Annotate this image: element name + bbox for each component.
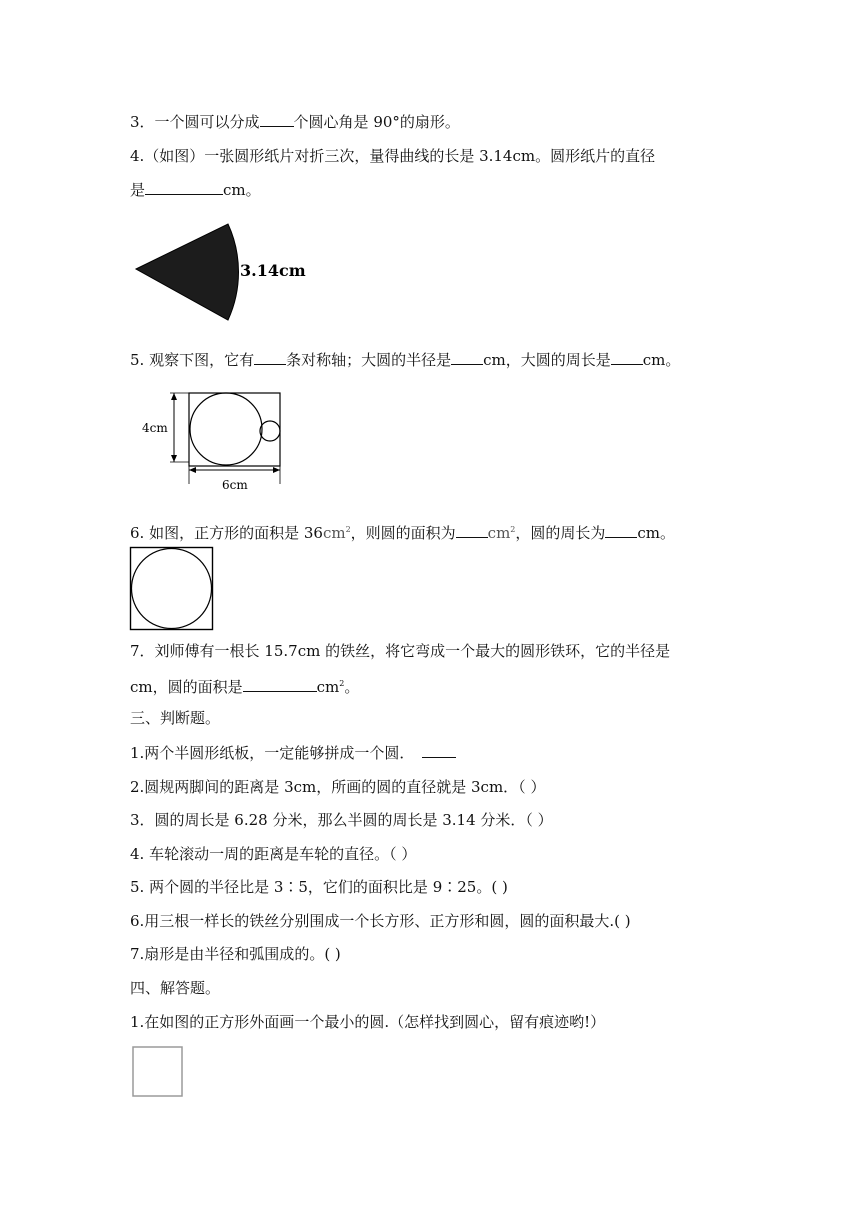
section-4-title: 四、解答题。 — [130, 979, 221, 997]
inscribed-circle — [132, 549, 212, 629]
answer-blank[interactable] — [254, 350, 286, 365]
sector-figure — [130, 212, 318, 332]
question-5: 5. 观察下图，它有 条对称轴；大圆的半径是 cm，大圆的周长是 cm。 — [130, 351, 681, 369]
question-7-line1: 7．刘师傅有一根长 15.7cm 的铁丝，将它弯成一个最大的圆形铁环，它的半径是 — [130, 642, 671, 660]
judge-item-6: 6.用三根一样长的铁丝分别围成一个长方形、正方形和圆，圆的面积最大.( ) — [130, 912, 631, 930]
answer-blank[interactable] — [260, 112, 294, 127]
answer-blank[interactable] — [605, 523, 637, 538]
question-4-line2: 是 cm。 — [130, 181, 261, 199]
judge-item-7: 7.扇形是由半径和弧围成的。( ) — [130, 945, 341, 963]
square — [133, 1047, 182, 1096]
height-label: 4cm — [142, 421, 168, 435]
answer-blank[interactable] — [145, 180, 223, 195]
circles-in-rectangle-figure — [140, 388, 290, 494]
rectangle — [189, 393, 280, 466]
question-3: 3．一个圆可以分成 个圆心角是 90°的扇形。 — [130, 113, 460, 131]
solve-item-1: 1.在如图的正方形外面画一个最小的圆.（怎样找到圆心，留有痕迹哟!） — [130, 1013, 606, 1031]
arrow-left-icon — [189, 467, 196, 473]
arrow-up-icon — [171, 393, 177, 400]
question-7-line2: cm，圆的面积是 $cm^2$。 — [130, 678, 360, 696]
arc-length-label: 3.14cm — [240, 261, 306, 280]
question-4-line1: 4.（如图）一张圆形纸片对折三次，量得曲线的长是 3.14cm。圆形纸片的直径 — [130, 147, 656, 165]
answer-blank[interactable] — [422, 743, 456, 758]
arrow-right-icon — [273, 467, 280, 473]
circle-in-square-figure — [129, 546, 215, 632]
arrow-down-icon — [171, 455, 177, 462]
question-6: 6. 如图，正方形的面积是 $36cm^2$，则圆的面积为 $cm^2$，圆的周长为 cm。 — [130, 524, 676, 542]
answer-blank[interactable] — [451, 350, 483, 365]
judge-item-2: 2.圆规两脚间的距离是 3cm，所画的圆的直径就是 3cm．（ ） — [130, 778, 546, 796]
width-label: 6cm — [222, 478, 248, 492]
judge-item-5: 5. 两个圆的半径比是 3∶5，它们的面积比是 9∶25。( ) — [130, 878, 508, 896]
judge-item-4: 4. 车轮滚动一周的距离是车轮的直径。（ ） — [130, 845, 417, 863]
judge-item-3: 3．圆的周长是 6.28 分米，那么半圆的周长是 3.14 分米．（ ） — [130, 811, 553, 829]
answer-blank[interactable] — [611, 350, 643, 365]
answer-blank[interactable] — [456, 523, 488, 538]
section-3-title: 三、判断题。 — [130, 709, 221, 727]
empty-square-figure[interactable] — [131, 1045, 185, 1099]
answer-blank[interactable] — [243, 677, 317, 692]
small-circle — [260, 421, 280, 441]
large-circle — [190, 393, 262, 465]
judge-item-1: 1.两个半圆形纸板，一定能够拼成一个圆． — [130, 743, 456, 763]
